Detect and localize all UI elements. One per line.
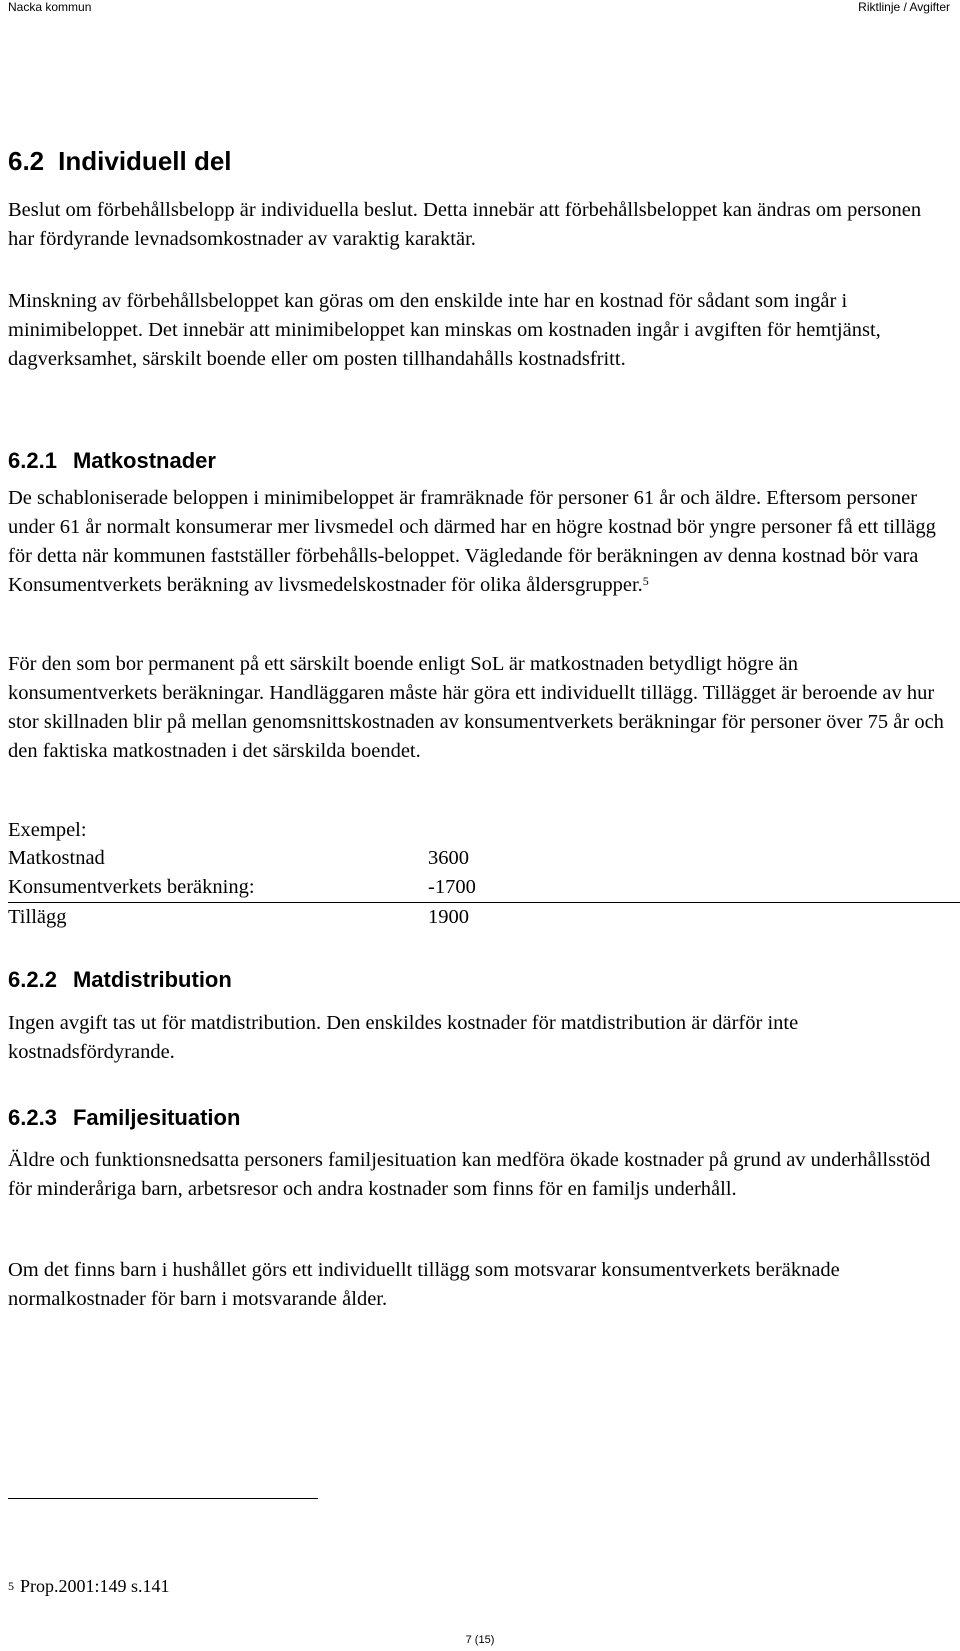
matdistribution-paragraph: Ingen avgift tas ut för matdistribution. Den enskildes kostnader för matdistribution är därför inte kostnadsfördyrande. xyxy=(8,1012,799,1063)
header-document-type: Riktlinje / Avgifter xyxy=(858,0,950,14)
matkostnader-paragraph-1 xyxy=(8,484,950,600)
footnote-reference: 5 xyxy=(642,574,649,588)
example-sum-rule xyxy=(8,902,960,903)
familjesituation-paragraph-2: Om det finns barn i hushållet görs ett individuellt tillägg som motsvarar konsumentverkets beräknade normalkostnader för barn i motsvarande ålder. xyxy=(8,1259,840,1310)
page-number: 7 (15) xyxy=(465,1634,495,1646)
example-row-label: Matkostnad xyxy=(8,847,105,869)
section-number: 6.2 xyxy=(8,146,45,176)
matkostnader-paragraph-2: För den som bor permanent på ett särskilt boende enligt SoL är matkostnaden betydligt högre än konsumentverkets beräkningar. Handläggaren måste här göra ett individuellt tillägg. Tillägget är beroende av hur stor skillnaden blir på mellan genomsnittskostnaden av konsumentverkets beräkningar för personer över 75 år och den faktiska matkostnaden i det särskilda boendet. xyxy=(8,653,944,762)
matkostnader-paragraph-1-text: De schabloniserade beloppen i minimibeloppet är framräknade för personer 61 år och äldre. Eftersom personer under 61 år normalt konsumerar mer livsmedel och därmed har en högre kostnad bör yngre personer få ett tillägg för detta när kommunen fastställer förbehålls-beloppet. Vägledande för beräkningen av denna kostnad bör vara Konsumentverkets beräkning av livsmedelskostnader för olika åldersgrupper. xyxy=(8,487,936,596)
subsection-title: Matdistribution xyxy=(72,967,232,992)
header-organization: Nacka kommun xyxy=(8,0,92,14)
example-row-label: Tillägg xyxy=(8,906,67,928)
footnote-mark: 5 xyxy=(8,1579,14,1593)
subsection-heading-matkostnader xyxy=(8,448,216,474)
section-heading xyxy=(8,146,232,177)
section-title: Individuell del xyxy=(58,146,232,176)
example-row-value: -1700 xyxy=(428,876,476,898)
example-row-value: 3600 xyxy=(428,847,469,869)
subsection-title: Matkostnader xyxy=(72,448,216,473)
footnote xyxy=(8,1575,170,1597)
section-paragraph-1: Beslut om förbehållsbelopp är individuella beslut. Detta innebär att förbehållsbeloppet kan ändras om personen har fördyrande levnadsomkostnader av varaktig karaktär. xyxy=(8,199,922,250)
subsection-heading-familjesituation xyxy=(8,1105,240,1131)
subsection-number: 6.2.3 xyxy=(8,1105,57,1130)
example-row-label: Konsumentverkets beräkning: xyxy=(8,876,255,898)
example-row-value: 1900 xyxy=(428,906,469,928)
familjesituation-paragraph-1: Äldre och funktionsnedsatta personers familjesituation kan medföra ökade kostnader på grund av underhållsstöd för minderåriga barn, arbetsresor och andra kostnader som finns för en familjs underhåll. xyxy=(8,1149,931,1200)
subsection-heading-matdistribution xyxy=(8,967,232,993)
subsection-number: 6.2.2 xyxy=(8,967,57,992)
subsection-title: Familjesituation xyxy=(72,1105,241,1130)
section-paragraph-2: Minskning av förbehållsbeloppet kan göras om den enskilde inte har en kostnad för sådant som ingår i minimibeloppet. Det innebär att minimibeloppet kan minskas om kostnaden ingår i avgiften för hemtjänst, dagverksamhet, särskilt boende eller om posten tillhandahålls kostnadsfritt. xyxy=(8,290,881,370)
footnote-text: Prop.2001:149 s.141 xyxy=(20,1576,170,1596)
page-header xyxy=(0,0,960,16)
footnote-separator xyxy=(8,1498,318,1499)
example-label: Exempel: xyxy=(8,819,87,841)
subsection-number: 6.2.1 xyxy=(8,448,57,473)
